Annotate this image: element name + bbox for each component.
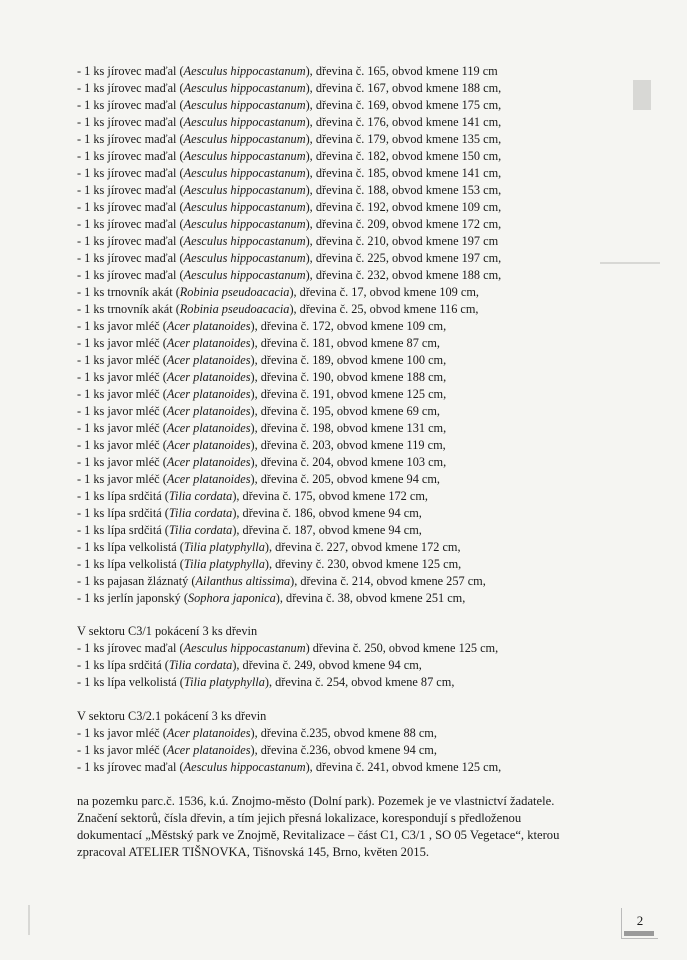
- tree-item-details: ), dřevina č. 249, obvod kmene 94 cm,: [232, 658, 422, 672]
- tree-item: [77, 556, 461, 573]
- tree-item: [77, 97, 501, 114]
- section-heading-c3-2-1: V sektoru C3/2.1 pokácení 3 ks dřevin: [77, 709, 267, 723]
- tree-item: [77, 131, 501, 148]
- tree-item-details: ), dřevina č. 186, obvod kmene 94 cm,: [232, 506, 422, 520]
- tree-latin-name: Acer platanoides: [166, 319, 251, 333]
- tree-latin-name: Acer platanoides: [166, 743, 251, 757]
- tree-item: [77, 522, 422, 539]
- tree-item-text: - 1 ks jírovec maďal (: [77, 115, 184, 129]
- tree-item-text: - 1 ks lípa srdčitá (: [77, 489, 169, 503]
- tree-item-text: - 1 ks javor mléč (: [77, 726, 167, 740]
- tree-item-text: - 1 ks trnovník akát (: [77, 285, 180, 299]
- tree-item: [77, 301, 479, 318]
- page-number-underline: [624, 931, 654, 936]
- tree-item: [77, 318, 446, 335]
- tree-latin-name: Ailanthus altissima: [195, 574, 291, 588]
- tree-item: [77, 63, 498, 80]
- tree-item-details: ), dřevina č. 25, obvod kmene 116 cm,: [289, 302, 479, 316]
- tree-item-details: ), dřevina č. 172, obvod kmene 109 cm,: [250, 319, 447, 333]
- tree-item-details: ), dřevina č. 187, obvod kmene 94 cm,: [232, 523, 422, 537]
- tree-latin-name: Robinia pseudoacacia: [179, 302, 290, 316]
- tree-item-text: - 1 ks jírovec maďal (: [77, 166, 184, 180]
- tree-item: [77, 573, 486, 590]
- tree-item-text: - 1 ks jírovec maďal (: [77, 217, 184, 231]
- tree-item-details: ), dřevina č. 225, obvod kmene 197 cm,: [305, 251, 502, 265]
- tree-item: [77, 267, 501, 284]
- tree-item-details: ), dřevina č. 190, obvod kmene 188 cm,: [250, 370, 447, 384]
- tree-item-text: - 1 ks lípa velkolistá (: [77, 540, 184, 554]
- tree-item-text: - 1 ks jírovec maďal (: [77, 760, 184, 774]
- tree-item-text: - 1 ks jírovec maďal (: [77, 81, 184, 95]
- tree-item: [77, 216, 501, 233]
- tree-latin-name: Tilia platyphylla: [183, 675, 265, 689]
- tree-item: [77, 590, 465, 607]
- tree-latin-name: Aesculus hippocastanum: [183, 64, 306, 78]
- tree-item-text: - 1 ks lípa srdčitá (: [77, 506, 169, 520]
- tree-item-text: - 1 ks pajasan žláznatý (: [77, 574, 196, 588]
- tree-item: [77, 539, 461, 556]
- tree-latin-name: Tilia cordata: [168, 506, 233, 520]
- tree-item-details: ), dřevina č. 189, obvod kmene 100 cm,: [250, 353, 447, 367]
- tree-item: [77, 454, 446, 471]
- tree-item: [77, 742, 437, 759]
- tree-item-details: ), dřeviny č. 230, obvod kmene 125 cm,: [264, 557, 462, 571]
- tree-item-details: ), dřevina č. 17, obvod kmene 109 cm,: [289, 285, 479, 299]
- tree-item-text: - 1 ks jírovec maďal (: [77, 132, 184, 146]
- tree-item-details: ), dřevina č. 165, obvod kmene 119 cm: [305, 64, 498, 78]
- tree-item: [77, 199, 501, 216]
- scan-artifact: [28, 905, 30, 935]
- tree-item: [77, 80, 501, 97]
- tree-item: [77, 182, 501, 199]
- tree-latin-name: Acer platanoides: [166, 404, 251, 418]
- tree-latin-name: Acer platanoides: [166, 370, 251, 384]
- tree-item-details: ), dřevina č. 179, obvod kmene 135 cm,: [305, 132, 502, 146]
- tree-item: [77, 369, 446, 386]
- tree-item-details: ), dřevina č. 175, obvod kmene 172 cm,: [232, 489, 428, 503]
- tree-item-details: ), dřevina č. 209, obvod kmene 172 cm,: [305, 217, 502, 231]
- tree-item-details: ), dřevina č. 254, obvod kmene 87 cm,: [264, 675, 455, 689]
- tree-item-text: - 1 ks jírovec maďal (: [77, 251, 184, 265]
- tree-item-details: ), dřevina č. 198, obvod kmene 131 cm,: [250, 421, 447, 435]
- tree-item-text: - 1 ks lípa srdčitá (: [77, 523, 169, 537]
- tree-item-details: ), dřevina č. 191, obvod kmene 125 cm,: [250, 387, 447, 401]
- scan-artifact: [600, 262, 660, 264]
- tree-latin-name: Tilia cordata: [168, 489, 233, 503]
- tree-latin-name: Acer platanoides: [166, 387, 251, 401]
- tree-item-details: ), dřevina č.236, obvod kmene 94 cm,: [250, 743, 437, 757]
- tree-latin-name: Tilia platyphylla: [183, 540, 265, 554]
- paragraph-line: zpracoval ATELIER TIŠNOVKA, Tišnovská 145, Brno, květen 2015.: [77, 845, 430, 859]
- tree-item-text: - 1 ks javor mléč (: [77, 455, 167, 469]
- tree-item: [77, 471, 440, 488]
- tree-item-text: - 1 ks jírovec maďal (: [77, 200, 184, 214]
- section-heading-c3-1: V sektoru C3/1 pokácení 3 ks dřevin: [77, 624, 258, 638]
- tree-item: [77, 250, 501, 267]
- tree-item-text: - 1 ks jírovec maďal (: [77, 64, 184, 78]
- tree-latin-name: Robinia pseudoacacia: [179, 285, 290, 299]
- tree-latin-name: Tilia cordata: [168, 658, 233, 672]
- tree-item: [77, 386, 446, 403]
- tree-item: [77, 403, 440, 420]
- tree-item-details: ), dřevina č. 38, obvod kmene 251 cm,: [275, 591, 466, 605]
- tree-latin-name: Aesculus hippocastanum: [183, 132, 306, 146]
- tree-item-text: - 1 ks jírovec maďal (: [77, 183, 184, 197]
- tree-latin-name: Acer platanoides: [166, 353, 251, 367]
- tree-item-text: - 1 ks javor mléč (: [77, 743, 167, 757]
- tree-latin-name: Tilia cordata: [168, 523, 233, 537]
- tree-item-details: ), dřevina č. 232, obvod kmene 188 cm,: [305, 268, 502, 282]
- tree-item-text: - 1 ks jírovec maďal (: [77, 234, 184, 248]
- tree-item: [77, 148, 501, 165]
- tree-item-details: ), dřevina č. 181, obvod kmene 87 cm,: [250, 336, 441, 350]
- tree-latin-name: Aesculus hippocastanum: [183, 217, 306, 231]
- tree-item-text: - 1 ks trnovník akát (: [77, 302, 180, 316]
- tree-item: [77, 352, 446, 369]
- paragraph-line: na pozemku parc.č. 1536, k.ú. Znojmo-město (Dolní park). Pozemek je ve vlastnictví žadatele.: [77, 794, 555, 808]
- tree-item-details: ), dřevina č. 241, obvod kmene 125 cm,: [305, 760, 502, 774]
- tree-item-text: - 1 ks javor mléč (: [77, 421, 167, 435]
- tree-latin-name: Aesculus hippocastanum: [183, 183, 306, 197]
- paragraph-line: Značení sektorů, čísla dřevin, a tím jejich přesná lokalizace, korespondují s předloženou: [77, 811, 522, 825]
- tree-item-text: - 1 ks javor mléč (: [77, 336, 167, 350]
- tree-item-text: - 1 ks javor mléč (: [77, 370, 167, 384]
- tree-item-details: ), dřevina č. 182, obvod kmene 150 cm,: [305, 149, 502, 163]
- location-paragraph: [77, 793, 612, 861]
- tree-latin-name: Tilia platyphylla: [183, 557, 265, 571]
- tree-item: [77, 640, 498, 657]
- tree-item-details: ), dřevina č. 210, obvod kmene 197 cm: [305, 234, 499, 248]
- tree-latin-name: Aesculus hippocastanum: [183, 251, 306, 265]
- tree-item-text: - 1 ks jírovec maďal (: [77, 641, 184, 655]
- tree-latin-name: Acer platanoides: [166, 472, 251, 486]
- tree-latin-name: Aesculus hippocastanum: [183, 98, 306, 112]
- tree-item-details: ), dřevina č.235, obvod kmene 88 cm,: [250, 726, 437, 740]
- tree-item: [77, 335, 440, 352]
- scan-artifact: [633, 80, 651, 110]
- tree-item: [77, 657, 422, 674]
- tree-item-text: - 1 ks jírovec maďal (: [77, 268, 184, 282]
- tree-item-details: ) dřevina č. 250, obvod kmene 125 cm,: [305, 641, 499, 655]
- tree-item: [77, 759, 501, 776]
- page-number: 2: [621, 908, 658, 939]
- tree-item-details: ), dřevina č. 203, obvod kmene 119 cm,: [250, 438, 446, 452]
- tree-item: [77, 165, 501, 182]
- tree-item: [77, 233, 498, 250]
- tree-latin-name: Acer platanoides: [166, 336, 251, 350]
- tree-item-text: - 1 ks javor mléč (: [77, 472, 167, 486]
- tree-item: [77, 437, 446, 454]
- tree-item-details: ), dřevina č. 214, obvod kmene 257 cm,: [290, 574, 486, 588]
- tree-item-details: ), dřevina č. 176, obvod kmene 141 cm,: [305, 115, 502, 129]
- tree-latin-name: Aesculus hippocastanum: [183, 200, 306, 214]
- tree-latin-name: Aesculus hippocastanum: [183, 149, 306, 163]
- tree-item-details: ), dřevina č. 188, obvod kmene 153 cm,: [305, 183, 502, 197]
- tree-item-details: ), dřevina č. 205, obvod kmene 94 cm,: [250, 472, 441, 486]
- tree-item-details: ), dřevina č. 167, obvod kmene 188 cm,: [305, 81, 502, 95]
- tree-item-details: ), dřevina č. 195, obvod kmene 69 cm,: [250, 404, 441, 418]
- tree-latin-name: Aesculus hippocastanum: [183, 641, 306, 655]
- tree-latin-name: Sophora japonica: [188, 591, 276, 605]
- tree-latin-name: Aesculus hippocastanum: [183, 234, 306, 248]
- tree-item-text: - 1 ks javor mléč (: [77, 404, 167, 418]
- tree-item: [77, 420, 446, 437]
- tree-item-details: ), dřevina č. 192, obvod kmene 109 cm,: [305, 200, 502, 214]
- tree-item-details: ), dřevina č. 227, obvod kmene 172 cm,: [264, 540, 461, 554]
- tree-item: [77, 505, 422, 522]
- tree-item-text: - 1 ks jírovec maďal (: [77, 98, 184, 112]
- tree-item-details: ), dřevina č. 185, obvod kmene 141 cm,: [305, 166, 502, 180]
- tree-latin-name: Acer platanoides: [166, 438, 251, 452]
- tree-item-details: ), dřevina č. 169, obvod kmene 175 cm,: [305, 98, 502, 112]
- tree-latin-name: Acer platanoides: [166, 421, 251, 435]
- tree-item-text: - 1 ks jerlín japonský (: [77, 591, 188, 605]
- tree-item: [77, 488, 428, 505]
- tree-item-text: - 1 ks javor mléč (: [77, 353, 167, 367]
- tree-latin-name: Aesculus hippocastanum: [183, 166, 306, 180]
- tree-item-text: - 1 ks lípa velkolistá (: [77, 557, 184, 571]
- tree-latin-name: Acer platanoides: [166, 455, 251, 469]
- tree-item: [77, 114, 501, 131]
- tree-item-text: - 1 ks javor mléč (: [77, 387, 167, 401]
- tree-item-text: - 1 ks lípa velkolistá (: [77, 675, 184, 689]
- tree-item: [77, 725, 437, 742]
- tree-latin-name: Aesculus hippocastanum: [183, 760, 306, 774]
- tree-item-text: - 1 ks lípa srdčitá (: [77, 658, 169, 672]
- tree-latin-name: Aesculus hippocastanum: [183, 268, 306, 282]
- paragraph-line: dokumentací „Městský park ve Znojmě, Revitalizace – část C1, C3/1 , SO 05 Vegetace“, kterou: [77, 828, 560, 842]
- tree-item-details: ), dřevina č. 204, obvod kmene 103 cm,: [250, 455, 447, 469]
- tree-latin-name: Acer platanoides: [166, 726, 251, 740]
- tree-item-text: - 1 ks jírovec maďal (: [77, 149, 184, 163]
- tree-latin-name: Aesculus hippocastanum: [183, 81, 306, 95]
- tree-item-text: - 1 ks javor mléč (: [77, 319, 167, 333]
- tree-item: [77, 674, 454, 691]
- tree-item-text: - 1 ks javor mléč (: [77, 438, 167, 452]
- tree-latin-name: Aesculus hippocastanum: [183, 115, 306, 129]
- tree-item: [77, 284, 479, 301]
